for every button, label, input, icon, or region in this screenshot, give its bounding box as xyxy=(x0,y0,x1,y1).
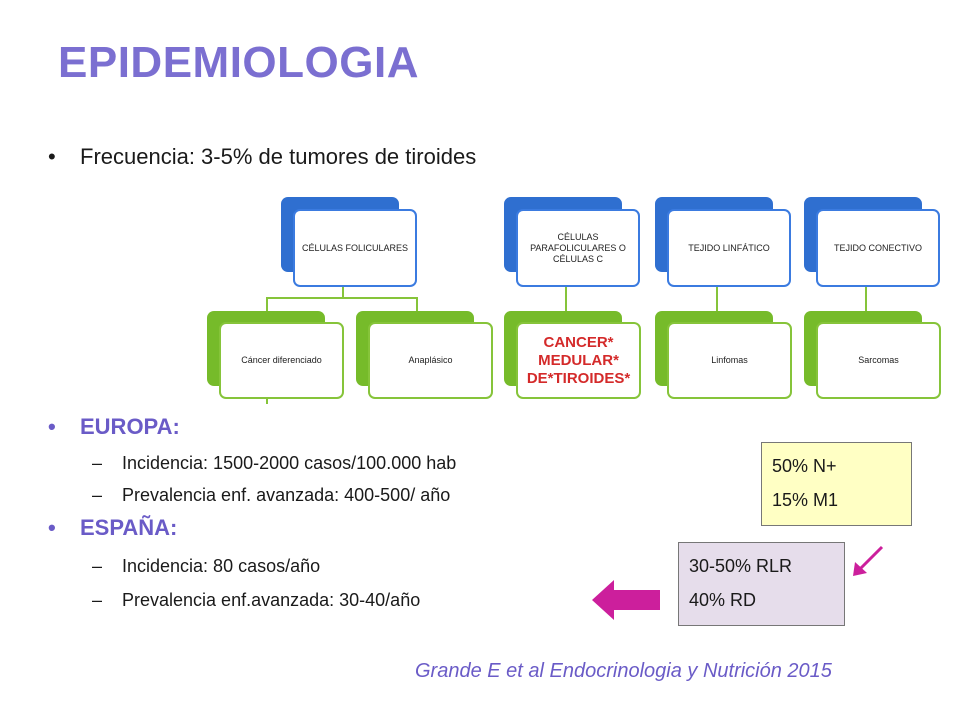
europa-prevalencia-text: Prevalencia enf. avanzada: 400-500/ año xyxy=(122,485,451,505)
diagram-node-linfomas: Linfomas xyxy=(667,322,792,399)
note-yellow-line-2: 15% M1 xyxy=(772,490,839,510)
note-yellow-line-1: 50% N+ xyxy=(772,456,837,476)
diagram-connector xyxy=(266,297,268,311)
diagram-connector xyxy=(416,297,418,311)
espana-prevalencia-text: Prevalencia enf.avanzada: 30-40/año xyxy=(122,590,421,610)
diagram-node-tejido-linfatico: TEJIDO LINFÁTICO xyxy=(667,209,791,287)
diagram-connector xyxy=(565,287,567,311)
diagram-connector xyxy=(716,287,718,311)
diagram-connector xyxy=(865,287,867,311)
sub-dash: – xyxy=(92,556,103,576)
diagram-node-cancer-diferenciado: Cáncer diferenciado xyxy=(219,322,344,399)
arrow-down-left-icon xyxy=(850,544,886,578)
espana-incidencia-text: Incidencia: 80 casos/año xyxy=(122,556,321,576)
note-purple-line-1: 30-50% RLR xyxy=(689,556,793,576)
bullet-espana-label: ESPAÑA: xyxy=(80,515,178,540)
note-yellow xyxy=(761,442,912,526)
bullet-frecuencia-text: Frecuencia: 3-5% de tumores de tiroides xyxy=(80,144,477,169)
diagram-node-cancer-medular: CANCER* MEDULAR* DE*TIROIDES* xyxy=(516,322,641,399)
europa-incidencia xyxy=(92,453,457,474)
sub-dash: – xyxy=(92,590,103,610)
bullet-dot: • xyxy=(48,144,56,169)
bullet-dot: • xyxy=(48,414,56,439)
espana-incidencia xyxy=(92,556,321,577)
diagram-node-anaplasico: Anaplásico xyxy=(368,322,493,399)
page-title: EPIDEMIOLOGIA xyxy=(58,38,419,87)
note-purple xyxy=(678,542,845,626)
bullet-europa xyxy=(48,414,180,440)
bullet-frecuencia xyxy=(48,144,477,170)
diagram-node-sarcomas: Sarcomas xyxy=(816,322,941,399)
diagram-node-tejido-conectivo: TEJIDO CONECTIVO xyxy=(816,209,940,287)
europa-incidencia-text: Incidencia: 1500-2000 casos/100.000 hab xyxy=(122,453,457,473)
espana-prevalencia xyxy=(92,590,421,611)
reference: Grande E et al Endocrinologia y Nutrición 2015 xyxy=(415,660,832,682)
europa-prevalencia xyxy=(92,485,451,506)
bullet-dot: • xyxy=(48,515,56,540)
note-purple-line-2: 40% RD xyxy=(689,590,757,610)
diagram-connector xyxy=(266,297,418,299)
bullet-europa-label: EUROPA: xyxy=(80,414,180,439)
bullet-espana xyxy=(48,515,178,541)
sub-dash: – xyxy=(92,453,103,473)
diagram-node-celulas-foliculares: CÉLULAS FOLICULARES xyxy=(293,209,417,287)
diagram-node-celulas-parafoliculares: CÉLULAS PARAFOLICULARES O CÉLULAS C xyxy=(516,209,640,287)
arrow-left-icon xyxy=(592,578,662,622)
sub-dash: – xyxy=(92,485,103,505)
